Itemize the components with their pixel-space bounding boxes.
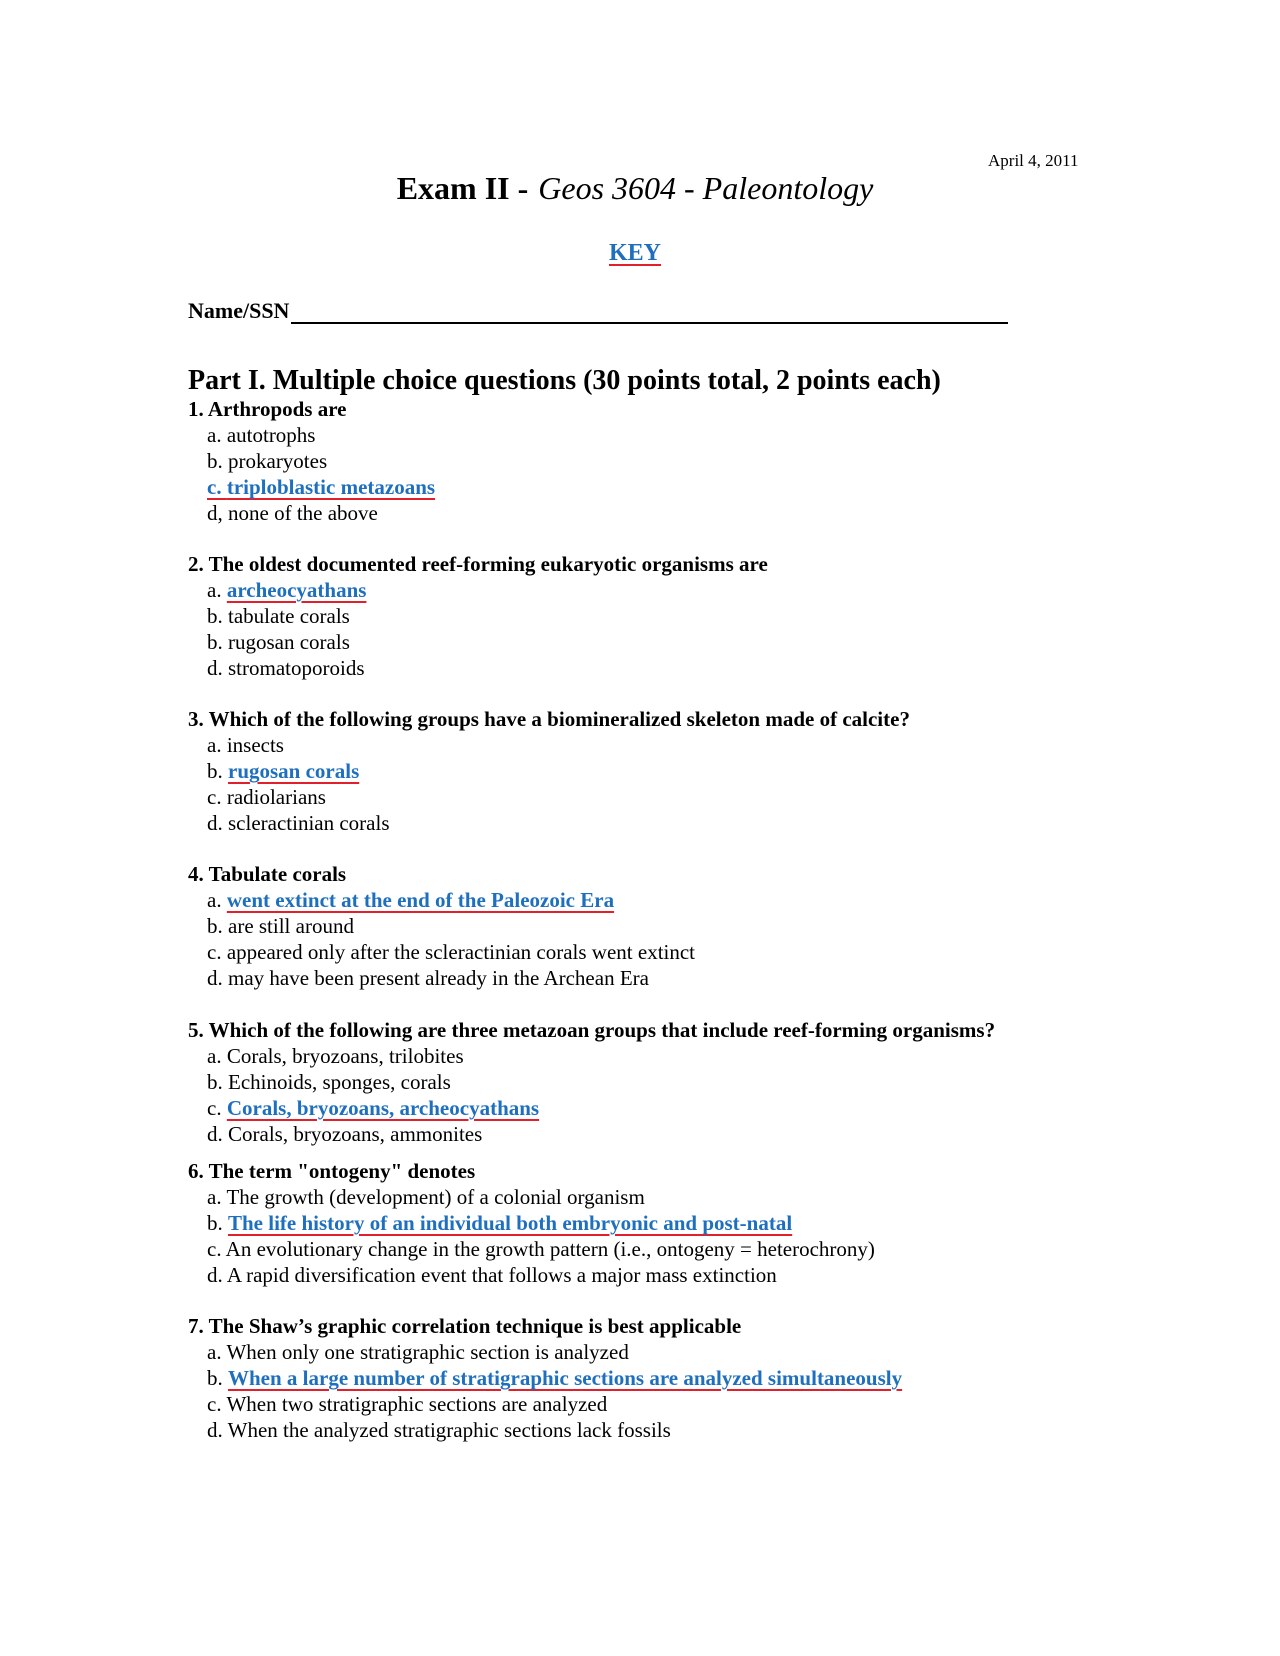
option-text: Corals, bryozoans, ammonites — [228, 1122, 483, 1146]
option-prefix: c. — [207, 1392, 227, 1416]
question-text: 7. The Shaw’s graphic correlation technique is best applicable — [188, 1314, 742, 1338]
option-prefix: d. — [207, 1263, 227, 1287]
question-text: 5. Which of the following are three metazoan groups that include reef-forming organisms? — [188, 1018, 996, 1042]
option-a — [188, 1184, 875, 1210]
question-6 — [188, 1158, 875, 1288]
correct-answer: archeocyathans — [226, 578, 367, 602]
answer-key-label — [0, 240, 1270, 267]
option-prefix: b. — [207, 1070, 228, 1094]
option-prefix: d. — [207, 1418, 228, 1442]
option-prefix: c. — [207, 1096, 227, 1120]
correct-answer: The life history of an individual both embryonic and post-natal — [228, 1211, 793, 1235]
question-text: 1. Arthropods are — [188, 397, 347, 421]
exam-label: Exam II - — [396, 170, 529, 206]
correct-answer: triploblastic metazoans — [226, 475, 436, 499]
option-d — [188, 965, 695, 991]
option-text: A rapid diversification event that follows a major mass extinction — [226, 1263, 777, 1287]
option-prefix: a. — [207, 423, 227, 447]
option-text: Corals, bryozoans, trilobites — [226, 1044, 464, 1068]
option-prefix: b. — [207, 759, 228, 783]
option-c — [188, 1236, 875, 1262]
option-d — [188, 655, 768, 681]
option-a — [188, 732, 910, 758]
option-d — [188, 1417, 902, 1443]
question-text: 4. Tabulate corals — [188, 862, 347, 886]
option-prefix: a. — [207, 733, 227, 757]
option-text: appeared only after the scleractinian corals went extinct — [226, 940, 696, 964]
option-prefix: b. — [207, 1366, 228, 1390]
option-text: An evolutionary change in the growth pattern (i.e., ontogeny = heterochrony) — [225, 1237, 875, 1261]
question-text: 6. The term "ontogeny" denotes — [188, 1159, 476, 1183]
option-prefix: a. — [207, 1340, 227, 1364]
option-prefix: b. — [207, 604, 228, 628]
question-1 — [188, 396, 435, 526]
option-prefix: a. — [207, 1044, 227, 1068]
option-b-correct — [188, 1365, 902, 1391]
option-prefix: b. — [207, 449, 228, 473]
option-text: The growth (development) of a colonial organism — [226, 1185, 645, 1209]
question-7 — [188, 1313, 902, 1443]
correct-answer: When a large number of stratigraphic sections are analyzed simultaneously — [228, 1366, 903, 1390]
option-prefix: c. — [207, 475, 227, 499]
option-c — [188, 939, 695, 965]
name-ssn-field — [188, 298, 1008, 324]
option-a — [188, 1043, 995, 1069]
name-ssn-label: Name/SSN — [188, 298, 290, 323]
correct-answer: Corals, bryozoans, archeocyathans — [226, 1096, 540, 1120]
option-prefix: d. — [207, 811, 228, 835]
correct-answer: rugosan corals — [228, 759, 360, 783]
option-text: scleractinian corals — [228, 811, 390, 835]
option-text: radiolarians — [226, 785, 326, 809]
option-text: Echinoids, sponges, corals — [228, 1070, 451, 1094]
question-3 — [188, 706, 910, 836]
option-prefix: d, — [207, 501, 228, 525]
option-b-correct — [188, 758, 910, 784]
option-d — [188, 1262, 875, 1288]
option-a-correct — [188, 887, 695, 913]
option-c — [188, 1391, 902, 1417]
option-b-second — [188, 629, 768, 655]
option-text: When two stratigraphic sections are analyzed — [226, 1392, 608, 1416]
option-prefix: d. — [207, 656, 228, 680]
option-c-correct — [188, 474, 435, 500]
question-text: 2. The oldest documented reef-forming eukaryotic organisms are — [188, 552, 768, 576]
option-d — [188, 500, 435, 526]
exam-date: April 4, 2011 — [988, 151, 1079, 170]
option-b — [188, 913, 695, 939]
option-d — [188, 810, 910, 836]
option-prefix: a. — [207, 888, 227, 912]
name-ssn-blank-line — [291, 302, 1008, 324]
part-heading: Part I. Multiple choice questions (30 points total, 2 points each) — [188, 365, 941, 396]
option-c — [188, 784, 910, 810]
option-text: insects — [226, 733, 284, 757]
option-b-correct — [188, 1210, 875, 1236]
question-text: 3. Which of the following groups have a biomineralized skeleton made of calcite? — [188, 707, 910, 731]
option-prefix: b. — [207, 1211, 228, 1235]
option-prefix: b. — [207, 914, 228, 938]
course-label: Geos 3604 - Paleontology — [538, 170, 874, 206]
option-prefix: a. — [207, 1185, 227, 1209]
option-a-correct — [188, 577, 768, 603]
option-text: are still around — [228, 914, 354, 938]
option-text: stromatoporoids — [228, 656, 365, 680]
option-text: rugosan corals — [228, 630, 350, 654]
option-prefix: d. — [207, 1122, 228, 1146]
option-text: When the analyzed stratigraphic sections lack fossils — [227, 1418, 671, 1442]
correct-answer: went extinct at the end of the Paleozoic Era — [226, 888, 615, 912]
option-text: may have been present already in the Archean Era — [228, 966, 649, 990]
option-b — [188, 1069, 995, 1095]
option-prefix: c. — [207, 785, 227, 809]
option-a — [188, 1339, 902, 1365]
option-a — [188, 422, 435, 448]
option-text: none of the above — [228, 501, 378, 525]
option-text: autotrophs — [226, 423, 316, 447]
option-b — [188, 603, 768, 629]
question-5 — [188, 1017, 995, 1147]
option-prefix: d. — [207, 966, 228, 990]
option-text: tabulate corals — [228, 604, 350, 628]
question-2 — [188, 551, 768, 681]
option-prefix: a. — [207, 578, 227, 602]
key-text: KEY — [608, 240, 661, 266]
page-title — [0, 170, 1270, 207]
option-prefix: b. — [207, 630, 228, 654]
option-c-correct — [188, 1095, 995, 1121]
option-b — [188, 448, 435, 474]
option-prefix: c. — [207, 1237, 226, 1261]
option-text: prokaryotes — [228, 449, 328, 473]
option-prefix: c. — [207, 940, 227, 964]
option-d — [188, 1121, 995, 1147]
option-text: When only one stratigraphic section is analyzed — [226, 1340, 629, 1364]
question-4 — [188, 861, 695, 991]
